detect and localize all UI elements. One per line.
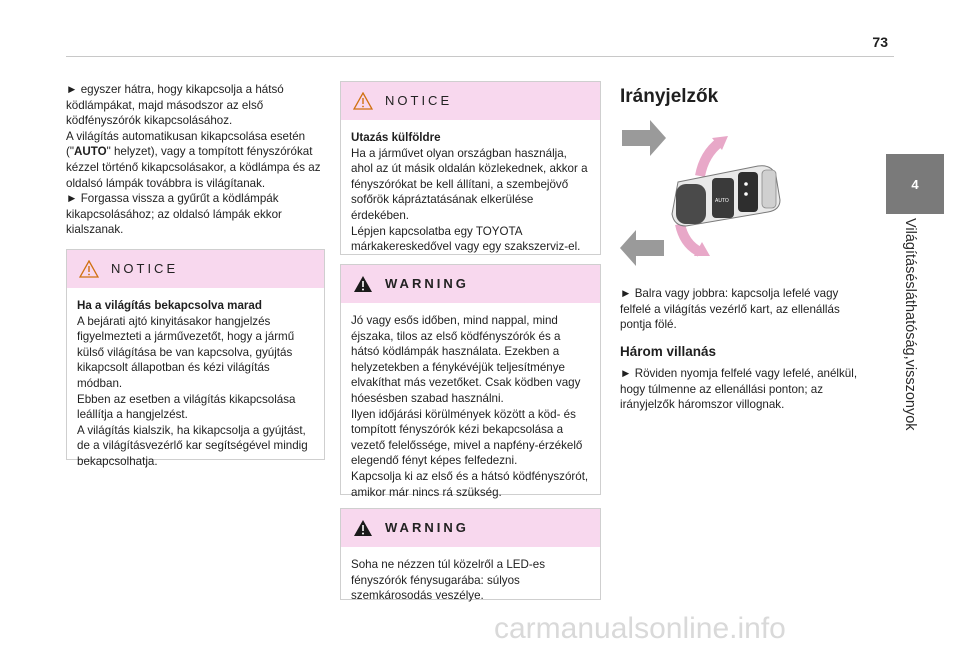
warning-icon bbox=[353, 519, 373, 537]
notice-subtitle: Ha a világítás bekapcsolva marad bbox=[77, 299, 262, 312]
notice-text: Lépjen kapcsolatba egy TOYOTA márkakereskedővel vagy egy szakszerviz-el. bbox=[351, 224, 581, 254]
warning-title: WARNING bbox=[385, 520, 469, 536]
right-arrow-icon bbox=[622, 120, 666, 156]
warning-text: Ilyen időjárási körülmények között a köd- és tompított fényszórók kézi bekapcsolása a vezető felelőssége, mivel a napfény-érzékelő elegendő fényt képes felfedezni. bbox=[351, 407, 583, 468]
chapter-title: Világításésláthatóság,visszonyok bbox=[902, 218, 918, 431]
warning-box bbox=[340, 264, 601, 499]
header-divider bbox=[66, 56, 894, 57]
warning-title: WARNING bbox=[385, 276, 469, 292]
notice-title: NOTICE bbox=[111, 261, 179, 277]
lighting-stalk bbox=[672, 166, 780, 226]
notice-text: Ebben az esetben a világítás kikapcsolása leállítja a hangjelzést. bbox=[77, 392, 296, 422]
chapter-number: 4 bbox=[911, 176, 919, 192]
chapter-side-title bbox=[902, 218, 924, 458]
column-3-text bbox=[620, 286, 852, 333]
paragraph: ► Balra vagy jobbra: kapcsolja lefelé vagy felfelé a világítás vezérlő kart, az ellenállás pontja fölé. bbox=[620, 287, 840, 332]
caution-icon bbox=[353, 92, 373, 110]
down-rotation-arrow bbox=[680, 224, 710, 256]
notice-text: Ha a járművet olyan országban használja, ahol az út másik oldalán közlekednek, akkor a fényszórókat be kell állítani, a szembejövő sofőrök kápráztatásának elkerülése érdekében. bbox=[351, 146, 588, 222]
notice-box bbox=[340, 81, 601, 255]
notice-subtitle: Utazás külföldre bbox=[351, 131, 441, 144]
notice-text: A bejárati ajtó kinyitásakor hangjelzés figyelmezteti a járművezetőt, hogy a jármű külső világítása be van kapcsolva, gyújtás kikapcsolt állapotban és kézi világítás módban. bbox=[77, 314, 295, 390]
warning-icon bbox=[353, 275, 373, 293]
auto-mark: AUTO bbox=[715, 198, 729, 204]
section-heading: Irányjelzők bbox=[620, 86, 719, 107]
auto-label: AUTO bbox=[73, 145, 107, 159]
notice-text: A világítás kialszik, ha kikapcsolja a gyújtást, de a világításvezérlő kar segítségével mindig bekapcsolhatja. bbox=[77, 423, 308, 468]
warning-box bbox=[340, 508, 601, 603]
left-arrow-icon bbox=[620, 230, 664, 266]
chapter-tab bbox=[886, 154, 944, 214]
column-1-text bbox=[66, 82, 324, 238]
caution-icon bbox=[79, 260, 99, 278]
warning-header bbox=[341, 509, 600, 547]
warning-text: Kapcsolja ki az első és a hátsó ködfényszórót, amikor már nincs rá szükség. bbox=[351, 469, 589, 499]
turn-signal-illustration bbox=[620, 116, 790, 278]
paragraph: ► Forgassa vissza a gyűrűt a ködlámpák kikapcsolásához; az oldalsó lámpák ekkor kialszanak. bbox=[66, 192, 282, 237]
paragraph: A világítás automatikusan kikapcsolása esetén ("AUTO" helyzet), vagy a tompított fényszórókat kézzel történő kikapcsolásakor, a ködlámpa és az oldalsó lámpák továbbra is világítanak. bbox=[66, 129, 321, 190]
paragraph: ► egyszer hátra, hogy kikapcsolja a hátsó ködlámpákat, majd másodszor az első ködfényszórók kikapcsolásához. bbox=[66, 83, 284, 128]
notice-title: NOTICE bbox=[385, 93, 453, 109]
warning-text: Soha ne nézzen túl közelről a LED-es fényszórók fénysugarába: súlyos szemkárosodás veszélye. bbox=[351, 558, 545, 603]
column-3-text bbox=[620, 366, 860, 413]
notice-header bbox=[67, 250, 324, 288]
warning-header bbox=[341, 265, 600, 303]
notice-box bbox=[66, 249, 325, 468]
watermark: carmanualsonline.info bbox=[494, 612, 786, 645]
page-number: 73 bbox=[872, 34, 888, 50]
warning-text: Jó vagy esős időben, mind nappal, mind éjszaka, tilos az első ködfényszórók és a hátsó ködlámpák használata. Ezekben a helyzetekben a fénykévéjük teljesítménye elvakíthat más vezetőket. Csak ködben vagy hóesésben szabad használni. bbox=[351, 314, 581, 405]
notice-header bbox=[341, 82, 600, 120]
paragraph: ► Röviden nyomja felfelé vagy lefelé, anélkül, hogy túlmenne az ellenállási ponton; az irányjelzők háromszor villognak. bbox=[620, 367, 858, 412]
subheading: Három villanás bbox=[620, 344, 717, 359]
up-rotation-arrow bbox=[700, 136, 728, 176]
